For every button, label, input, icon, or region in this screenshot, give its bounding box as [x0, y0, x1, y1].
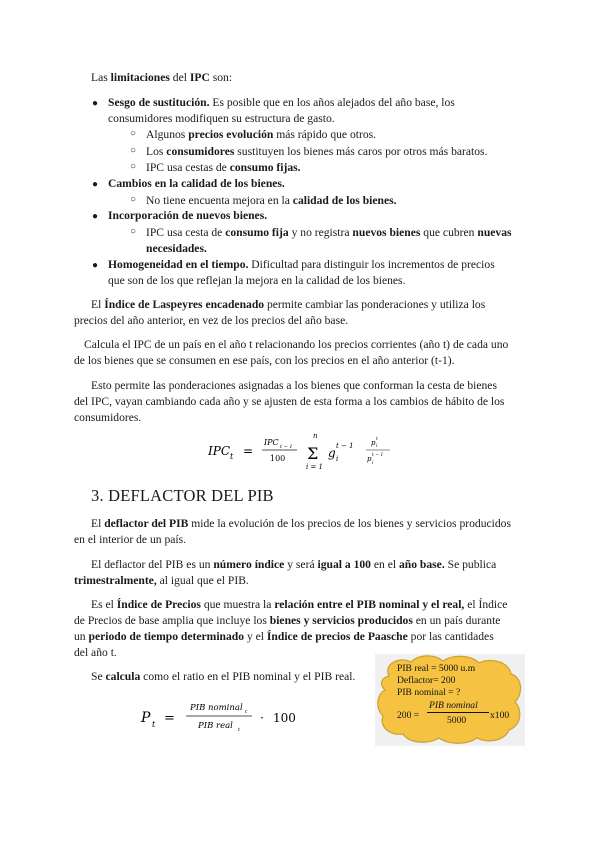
bullet-dot-icon: ● — [92, 260, 99, 271]
formula-frac-den-sub: i — [372, 461, 374, 466]
cloud-line-3: PIB nominal = ? — [397, 687, 461, 698]
cloud-eq-num: PIB nominal — [429, 700, 478, 711]
sub-bullet-cestas: IPC usa cestas de consumo fijas. — [146, 161, 301, 174]
deflactor-formula — [138, 692, 308, 742]
formula-frac-num-sup: t — [376, 437, 378, 442]
cloud-eq-lhs: 200 = — [397, 710, 420, 721]
formula-sum-bottom: i = 1 — [306, 463, 324, 471]
sub-bullet-circle-icon: ○ — [130, 128, 137, 139]
bullet-homogeneidad-line2: que son de los que reflejan la mejora en la calidad de los bienes. — [108, 274, 406, 287]
deflactor-p3-line3: un periodo de tiempo determinado y el Índice de precios de Paasche por las cantidades — [74, 630, 494, 643]
deflactor-eq: = — [164, 711, 175, 726]
sub-bullet-calidad: No tiene encuenta mejora en la calidad de los bienes. — [146, 194, 397, 207]
deflactor-p2: El deflactor del PIB es un número índice y será igual a 100 en el año base. Se publica — [91, 558, 497, 571]
cloud-eq-bar — [427, 712, 489, 713]
formula-frac-num-sub: i — [376, 444, 378, 449]
laspeyres-p1: El Índice de Laspeyres encadenado permite cambiar las ponderaciones y utiliza los — [91, 298, 486, 311]
deflactor-factor: 100 — [273, 711, 296, 725]
formula-frac-num: p — [371, 439, 376, 447]
bullet-cambios: Cambios en la calidad de los bienes. — [108, 177, 285, 190]
bullet-homogeneidad: Homogeneidad en el tiempo. Dificultad para distinguir los incrementos de precios — [108, 258, 495, 271]
deflactor-den: PIB real — [198, 721, 233, 731]
sub-bullet-circle-icon: ○ — [130, 194, 137, 205]
bullet-sesgo: Sesgo de sustitución. Es posible que en los años alejados del año base, los — [108, 96, 455, 109]
laspeyres-p2-line2: de los bienes que se consumen en ese país, con los precios en el año anterior (t-1). — [74, 354, 455, 367]
cloud-eq-den: 5000 — [447, 715, 467, 726]
cloud-line-2: Deflactor= 200 — [397, 675, 456, 686]
cloud-eq-rhs: x100 — [490, 710, 510, 721]
deflactor-num-sub: t — [245, 709, 248, 715]
cloud-line-1: PIB real = 5000 u.m — [397, 663, 476, 674]
sub-bullet-circle-icon: ○ — [130, 161, 137, 172]
laspeyres-p1-line2: precios del año anterior, en vez de los precios del año base. — [74, 314, 349, 327]
formula-g-sub: i — [336, 455, 339, 463]
deflactor-p3-line2: de Precios de base amplia que incluye los bienes y servicios producidos en un país durante — [74, 614, 501, 627]
sub-bullet-circle-icon: ○ — [130, 145, 137, 156]
deflactor-p1: El deflactor del PIB mide la evolución de los precios de los bienes y servicios producidos — [91, 517, 511, 530]
formula-frac-den-sup: t − 1 — [372, 453, 384, 458]
formula-sum-icon: Σ — [307, 444, 319, 463]
formula-g-sup: t − 1 — [336, 442, 354, 450]
deflactor-p4: Se calcula como el ratio en el PIB nominal y el PIB real. — [91, 670, 356, 683]
formula-lhs-sub: t — [230, 452, 234, 461]
laspeyres-p3: Esto permite las ponderaciones asignadas a los bienes que conforman la cesta de bienes — [91, 379, 497, 392]
formula-eq: = — [243, 444, 254, 458]
laspeyres-p3-line2: del IPC, vayan cambiando cada año y se ajusten de esta forma a los cambios de hábito de los — [74, 395, 505, 408]
bullet-dot-icon: ● — [92, 211, 99, 222]
deflactor-p2-line2: trimestralmente, al igual que el PIB. — [74, 574, 249, 587]
deflactor-lhs-sub: t — [152, 720, 156, 729]
sub-bullet-precios: Algunos precios evolución más rápido que otros. — [146, 128, 377, 141]
formula-num-sub: t − 1 — [280, 444, 293, 450]
cloud-annotation — [375, 654, 525, 746]
laspeyres-p2: Calcula el IPC de un país en el año t relacionando los precios corrientes (año t) de cada uno — [84, 338, 509, 351]
formula-sum-top: n — [313, 432, 318, 440]
deflactor-lhs: P — [141, 710, 151, 726]
bullet-incorporacion: Incorporación de nuevos bienes. — [108, 209, 268, 222]
sub-bullet-cesta-fija: IPC usa cesta de consumo fija y no registra nuevos bienes que cubren nuevas — [146, 226, 512, 239]
sub-bullet-consumidores: Los consumidores sustituyen los bienes más caros por otros más baratos. — [146, 145, 488, 158]
bullet-dot-icon: ● — [92, 179, 99, 190]
deflactor-p3-line4: del año t. — [74, 646, 117, 659]
formula-den: 100 — [270, 454, 286, 463]
bullet-sesgo-line2: consumidores modifiquen su estructura de gasto. — [108, 112, 335, 125]
formula-lhs: IPC — [208, 444, 230, 458]
deflactor-p1-line2: en el interior de un país. — [74, 533, 187, 546]
sub-bullet-circle-icon: ○ — [130, 226, 137, 237]
deflactor-times: · — [260, 711, 264, 725]
deflactor-den-sub: t — [238, 727, 241, 733]
bullet-dot-icon: ● — [92, 98, 99, 109]
deflactor-p3: Es el Índice de Precios que muestra la relación entre el PIB nominal y el real, el Índice — [91, 598, 508, 611]
deflactor-num: PIB nominal — [190, 703, 243, 713]
laspeyres-p3-line3: consumidores. — [74, 411, 142, 424]
section-heading: 3. DEFLACTOR DEL PIB — [91, 486, 274, 505]
limitaciones-intro: Las limitaciones del IPC son: — [91, 71, 233, 84]
formula-g: g — [328, 446, 336, 460]
formula-frac-den: p — [367, 455, 372, 463]
ipc-formula — [200, 428, 410, 474]
formula-num: IPC — [264, 438, 279, 447]
sub-bullet-cesta-fija-line2: necesidades. — [146, 242, 207, 255]
